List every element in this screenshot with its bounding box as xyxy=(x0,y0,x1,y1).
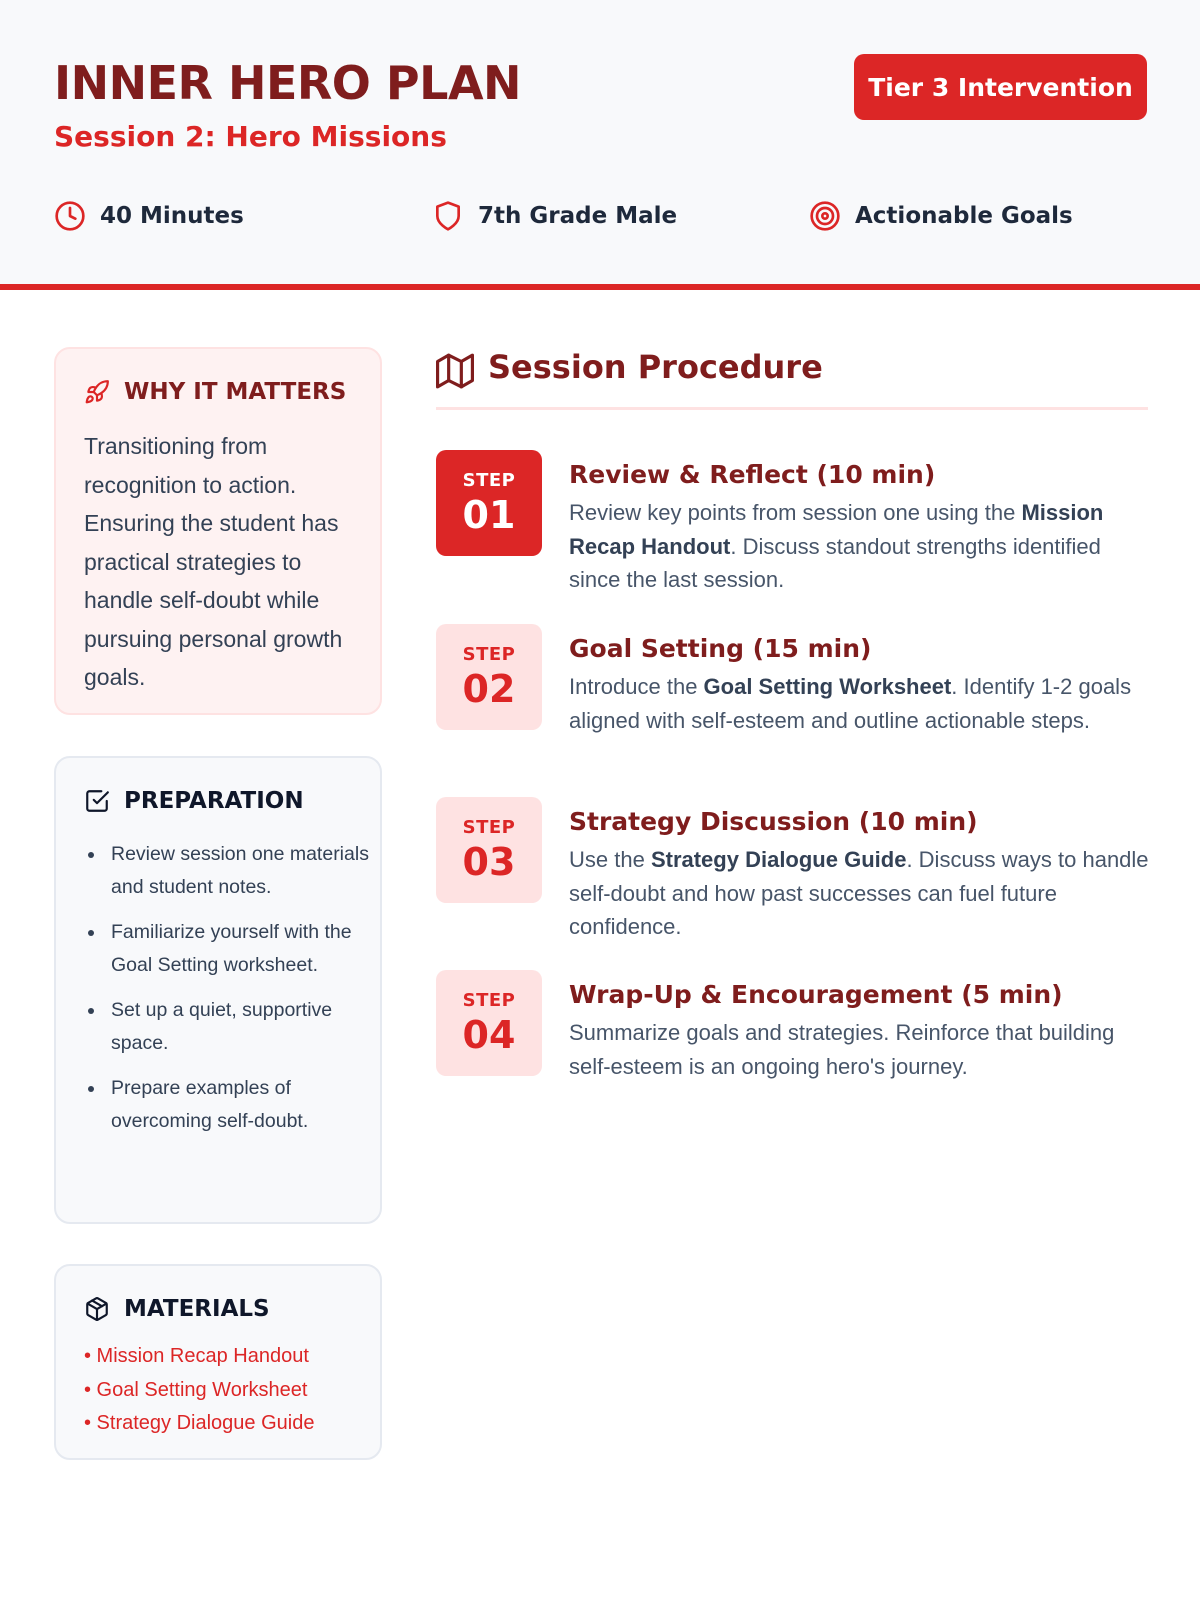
page-title: INNER HERO PLAN xyxy=(54,56,522,110)
procedure-heading-text: Session Procedure xyxy=(488,348,823,386)
materials-list xyxy=(84,1340,374,1441)
shield-icon xyxy=(432,200,464,232)
step-badge xyxy=(436,970,542,1076)
meta-goal-label: Actionable Goals xyxy=(855,203,1073,229)
clock-icon xyxy=(54,200,86,232)
why-it-matters-card xyxy=(54,347,382,715)
material-item: • Strategy Dialogue Guide xyxy=(84,1412,315,1434)
step-description: Review key points from session one using the Mission Recap Handout. Discuss standout strengths identified since the last session. xyxy=(569,500,1104,592)
list-item: Review session one materials and student notes. xyxy=(84,838,374,903)
page-subtitle: Session 2: Hero Missions xyxy=(54,120,447,153)
tier-badge: Tier 3 Intervention xyxy=(854,54,1147,120)
material-item: • Goal Setting Worksheet xyxy=(84,1378,308,1401)
header xyxy=(0,0,1200,290)
map-icon xyxy=(436,352,474,390)
why-text: Transitioning from recognition to action. Ensuring the student has practical strategies to handle self-doubt while pursuing personal growth goals. xyxy=(84,433,343,690)
step-description: Summarize goals and strategies. Reinforce that building self-esteem is an ongoing hero's journey. xyxy=(569,1020,1115,1079)
preparation-heading xyxy=(84,788,304,814)
meta-audience-label: 7th Grade Male xyxy=(478,203,678,229)
preparation-card xyxy=(54,756,382,1224)
step-label: STEP xyxy=(462,469,516,491)
list-item: Familiarize yourself with the Goal Setting worksheet. xyxy=(84,916,374,981)
step-number: 04 xyxy=(462,1012,516,1057)
step-title: Strategy Discussion (10 min) xyxy=(569,807,978,836)
step-number: 01 xyxy=(462,492,516,537)
preparation-heading-text: PREPARATION xyxy=(124,788,304,814)
list-item: Prepare examples of overcoming self-doubt. xyxy=(84,1072,374,1137)
materials-heading-text: MATERIALS xyxy=(124,1296,270,1322)
step-label: STEP xyxy=(462,643,516,665)
checkbox-icon xyxy=(84,788,110,814)
why-heading-text: WHY IT MATTERS xyxy=(124,379,347,405)
step-number: 02 xyxy=(462,666,516,711)
materials-card xyxy=(54,1264,382,1460)
target-icon xyxy=(809,200,841,232)
procedure-heading xyxy=(436,348,1148,410)
step-description: Introduce the Goal Setting Worksheet. Identify 1-2 goals aligned with self-esteem and outline actionable steps. xyxy=(569,674,1132,733)
step-badge xyxy=(436,450,542,556)
material-item: • Mission Recap Handout xyxy=(84,1345,309,1367)
list-item: Set up a quiet, supportive space. xyxy=(84,994,374,1059)
step-description: Use the Strategy Dialogue Guide. Discuss ways to handle self-doubt and how past successes can fuel future confidence. xyxy=(569,847,1149,939)
meta-duration-label: 40 Minutes xyxy=(100,203,244,229)
preparation-list xyxy=(84,838,374,1150)
why-heading xyxy=(84,379,346,405)
step-label: STEP xyxy=(462,816,516,838)
meta-audience xyxy=(432,196,677,236)
step-title: Goal Setting (15 min) xyxy=(569,634,872,663)
step-title: Review & Reflect (10 min) xyxy=(569,460,936,489)
package-icon xyxy=(84,1296,110,1322)
step-title: Wrap-Up & Encouragement (5 min) xyxy=(569,980,1063,1009)
step-badge xyxy=(436,624,542,730)
step-badge xyxy=(436,797,542,903)
rocket-icon xyxy=(84,379,110,405)
materials-heading xyxy=(84,1296,270,1322)
meta-goal xyxy=(809,196,1073,236)
step-label: STEP xyxy=(462,989,516,1011)
step-number: 03 xyxy=(462,839,516,884)
meta-duration xyxy=(54,196,244,236)
